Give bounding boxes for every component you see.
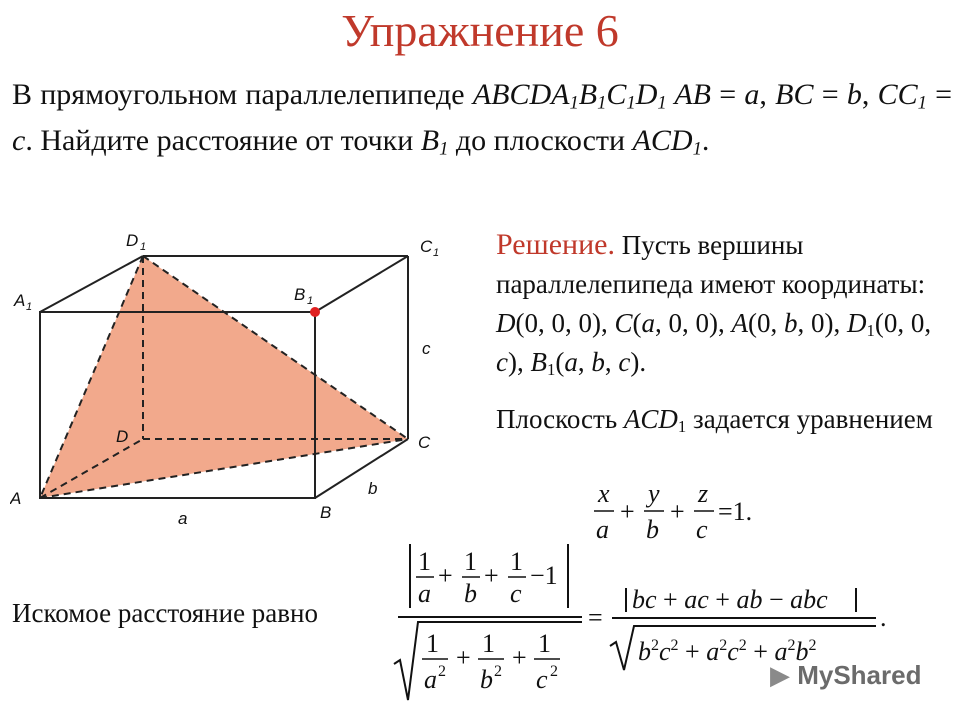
label-d: D xyxy=(116,427,129,446)
svg-text:b: b xyxy=(480,665,493,694)
svg-text:a: a xyxy=(424,665,437,694)
svg-text:+: + xyxy=(438,561,453,590)
label-a: A xyxy=(10,489,22,508)
svg-text:+: + xyxy=(670,497,685,526)
watermark: ▶ MyShared xyxy=(770,660,922,690)
svg-text:z: z xyxy=(698,479,709,508)
parallelepiped-figure xyxy=(10,222,450,532)
svg-text:c: c xyxy=(510,579,522,608)
svg-text:2: 2 xyxy=(438,663,446,680)
svg-text:b: b xyxy=(464,579,477,608)
watermark-icon: ▶ xyxy=(770,660,798,690)
svg-text:1: 1 xyxy=(307,295,314,307)
svg-text:c: c xyxy=(536,665,548,694)
solution-text: Решение. Пусть вершины параллелепипеда имеют координаты: D(0, 0, 0), C(a, 0, 0), A(0, b, 0), $D_1(0$, 0, c), $B_1(a$, b, c). xyxy=(496,228,932,380)
svg-text:−1: −1 xyxy=(530,561,558,590)
svg-text:1: 1 xyxy=(538,629,551,658)
svg-text:bc + ac + ab − abc: bc + ac + ab − abc xyxy=(632,585,828,614)
svg-text:1: 1 xyxy=(140,241,147,253)
label-b: B xyxy=(320,503,332,522)
svg-text:.: . xyxy=(880,603,887,632)
plane-text: Плоскость $ACD_1$ задается уравнением xyxy=(496,404,933,437)
svg-text:1: 1 xyxy=(464,547,477,576)
label-edge-a: a xyxy=(178,509,188,528)
svg-text:+: + xyxy=(512,643,527,672)
svg-text:b2c2 + a2c2 + a2b2: $b^2c^2 + a^2c^2 + a^2b^2$ xyxy=(638,637,817,666)
point-b1 xyxy=(310,307,320,317)
label-d1: D xyxy=(126,231,139,250)
svg-text:1: 1 xyxy=(433,247,440,259)
plane-equation xyxy=(590,478,780,544)
label-edge-c: c xyxy=(422,339,431,358)
svg-text:=1.: =1. xyxy=(718,497,753,526)
label-a1: A xyxy=(14,291,26,310)
svg-text:a: a xyxy=(596,515,609,544)
label-b1: B xyxy=(294,285,306,304)
label-c: C xyxy=(418,433,431,452)
slide-title: Упражнение 6 xyxy=(341,5,619,56)
svg-text:2: 2 xyxy=(494,663,502,680)
svg-text:1: 1 xyxy=(510,547,523,576)
label-c1: C xyxy=(420,237,433,256)
label-edge-b: b xyxy=(368,479,378,498)
svg-text:1: 1 xyxy=(418,547,431,576)
svg-text:x: x xyxy=(598,479,610,508)
solution-heading: Решение. xyxy=(496,228,615,261)
svg-text:+: + xyxy=(456,643,471,672)
plane-acd1 xyxy=(40,256,408,498)
svg-text:y: y xyxy=(648,479,660,508)
svg-text:a: a xyxy=(418,579,431,608)
svg-text:+: + xyxy=(484,561,499,590)
svg-text:=: = xyxy=(588,603,603,632)
svg-text:b: b xyxy=(646,515,659,544)
svg-text:1: 1 xyxy=(26,301,33,313)
svg-text:1: 1 xyxy=(426,629,439,658)
svg-text:c: c xyxy=(696,515,708,544)
problem-statement: В прямоугольном параллелепипеде $ABCDA_1B_1C_1D_1$ AB = a, BC = b, $CC_1 = c$. Найдите расстояние от точки $B_1$ до плоскости $ACD_1$. xyxy=(12,78,953,160)
svg-text:1: 1 xyxy=(482,629,495,658)
svg-text:2: 2 xyxy=(550,663,558,680)
svg-text:+: + xyxy=(620,497,635,526)
answer-label: Искомое расстояние равно xyxy=(12,598,318,628)
